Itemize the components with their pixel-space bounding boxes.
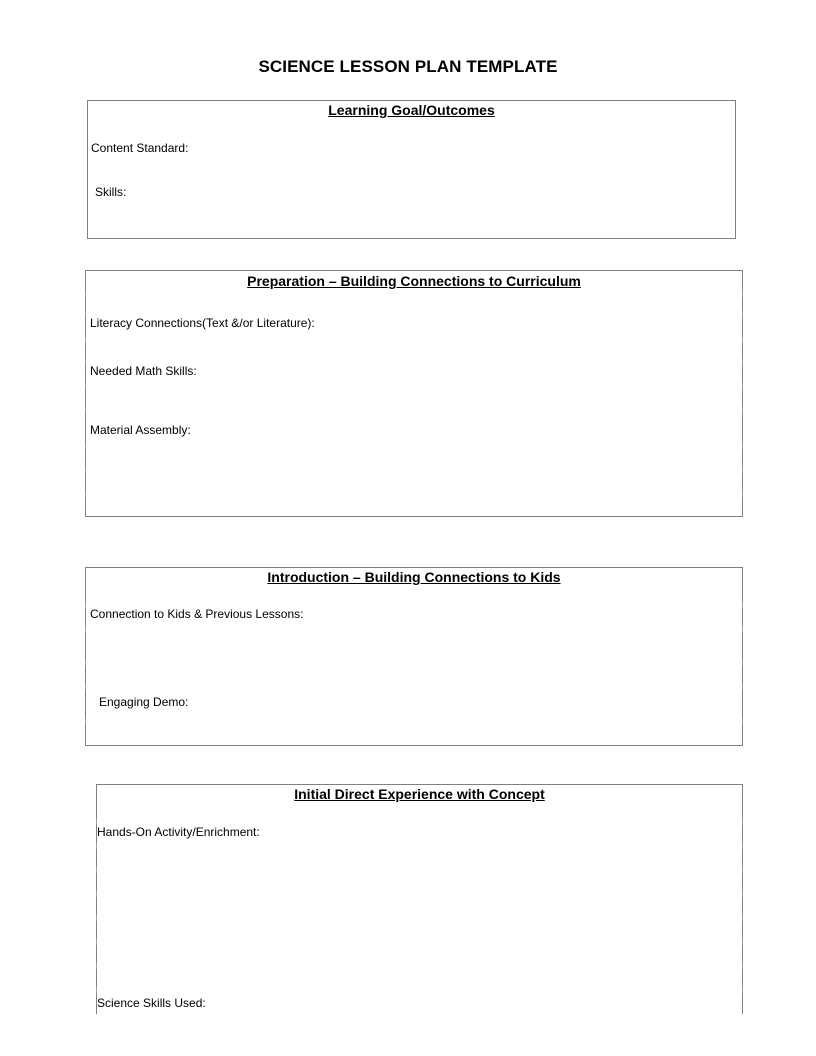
- engaging-demo-label: Engaging Demo:: [99, 695, 189, 709]
- row-marker: [85, 684, 86, 690]
- row-marker: [742, 843, 743, 849]
- row-marker: [742, 383, 743, 389]
- material-assembly-label: Material Assembly:: [90, 423, 191, 437]
- science-skills-used-label: Science Skills Used:: [97, 996, 206, 1010]
- row-marker: [742, 337, 743, 343]
- row-marker: [96, 891, 97, 897]
- row-marker: [742, 891, 743, 897]
- learning-goal-heading: Learning Goal/Outcomes: [328, 102, 495, 118]
- row-marker: [85, 337, 86, 343]
- skills-label: Skills:: [95, 185, 127, 199]
- row-marker: [742, 467, 743, 473]
- row-marker: [742, 407, 743, 413]
- row-marker: [85, 311, 86, 317]
- row-marker: [85, 443, 86, 449]
- row-marker: [96, 843, 97, 849]
- row-marker: [85, 407, 86, 413]
- row-marker: [742, 819, 743, 825]
- connection-to-kids-label: Connection to Kids & Previous Lessons:: [90, 607, 304, 621]
- row-marker: [742, 359, 743, 365]
- needed-math-skills-label: Needed Math Skills:: [90, 364, 197, 378]
- row-marker: [85, 626, 86, 632]
- introduction-section: [85, 567, 743, 746]
- row-marker: [742, 443, 743, 449]
- row-marker: [85, 491, 86, 497]
- row-marker: [742, 718, 743, 724]
- row-marker: [742, 939, 743, 945]
- row-marker: [96, 963, 97, 969]
- row-marker: [742, 915, 743, 921]
- row-marker: [96, 915, 97, 921]
- row-marker: [742, 491, 743, 497]
- row-marker: [742, 291, 743, 297]
- row-marker: [85, 660, 86, 666]
- literacy-connections-label: Literacy Connections(Text &/or Literature):: [90, 316, 315, 330]
- row-marker: [96, 867, 97, 873]
- learning-goal-section: [87, 100, 736, 239]
- row-marker: [96, 939, 97, 945]
- row-marker: [742, 963, 743, 969]
- row-marker: [85, 383, 86, 389]
- row-marker: [742, 987, 743, 993]
- preparation-heading: Preparation – Building Connections to Curriculum: [247, 273, 581, 289]
- row-marker: [742, 602, 743, 608]
- row-marker: [742, 626, 743, 632]
- row-marker: [96, 819, 97, 825]
- row-marker: [85, 291, 86, 297]
- direct-experience-heading: Initial Direct Experience with Concept: [294, 786, 545, 802]
- row-marker: [85, 718, 86, 724]
- content-standard-label: Content Standard:: [91, 141, 189, 155]
- row-marker: [742, 684, 743, 690]
- introduction-heading: Introduction – Building Connections to Kids: [267, 569, 561, 585]
- row-marker: [85, 359, 86, 365]
- row-marker: [85, 467, 86, 473]
- row-marker: [85, 602, 86, 608]
- row-marker: [742, 660, 743, 666]
- row-marker: [742, 311, 743, 317]
- hands-on-activity-label: Hands-On Activity/Enrichment:: [97, 825, 260, 839]
- preparation-section: [85, 270, 743, 517]
- row-marker: [96, 987, 97, 993]
- row-marker: [742, 867, 743, 873]
- direct-experience-section: [96, 784, 743, 1014]
- page-title: SCIENCE LESSON PLAN TEMPLATE: [258, 57, 558, 76]
